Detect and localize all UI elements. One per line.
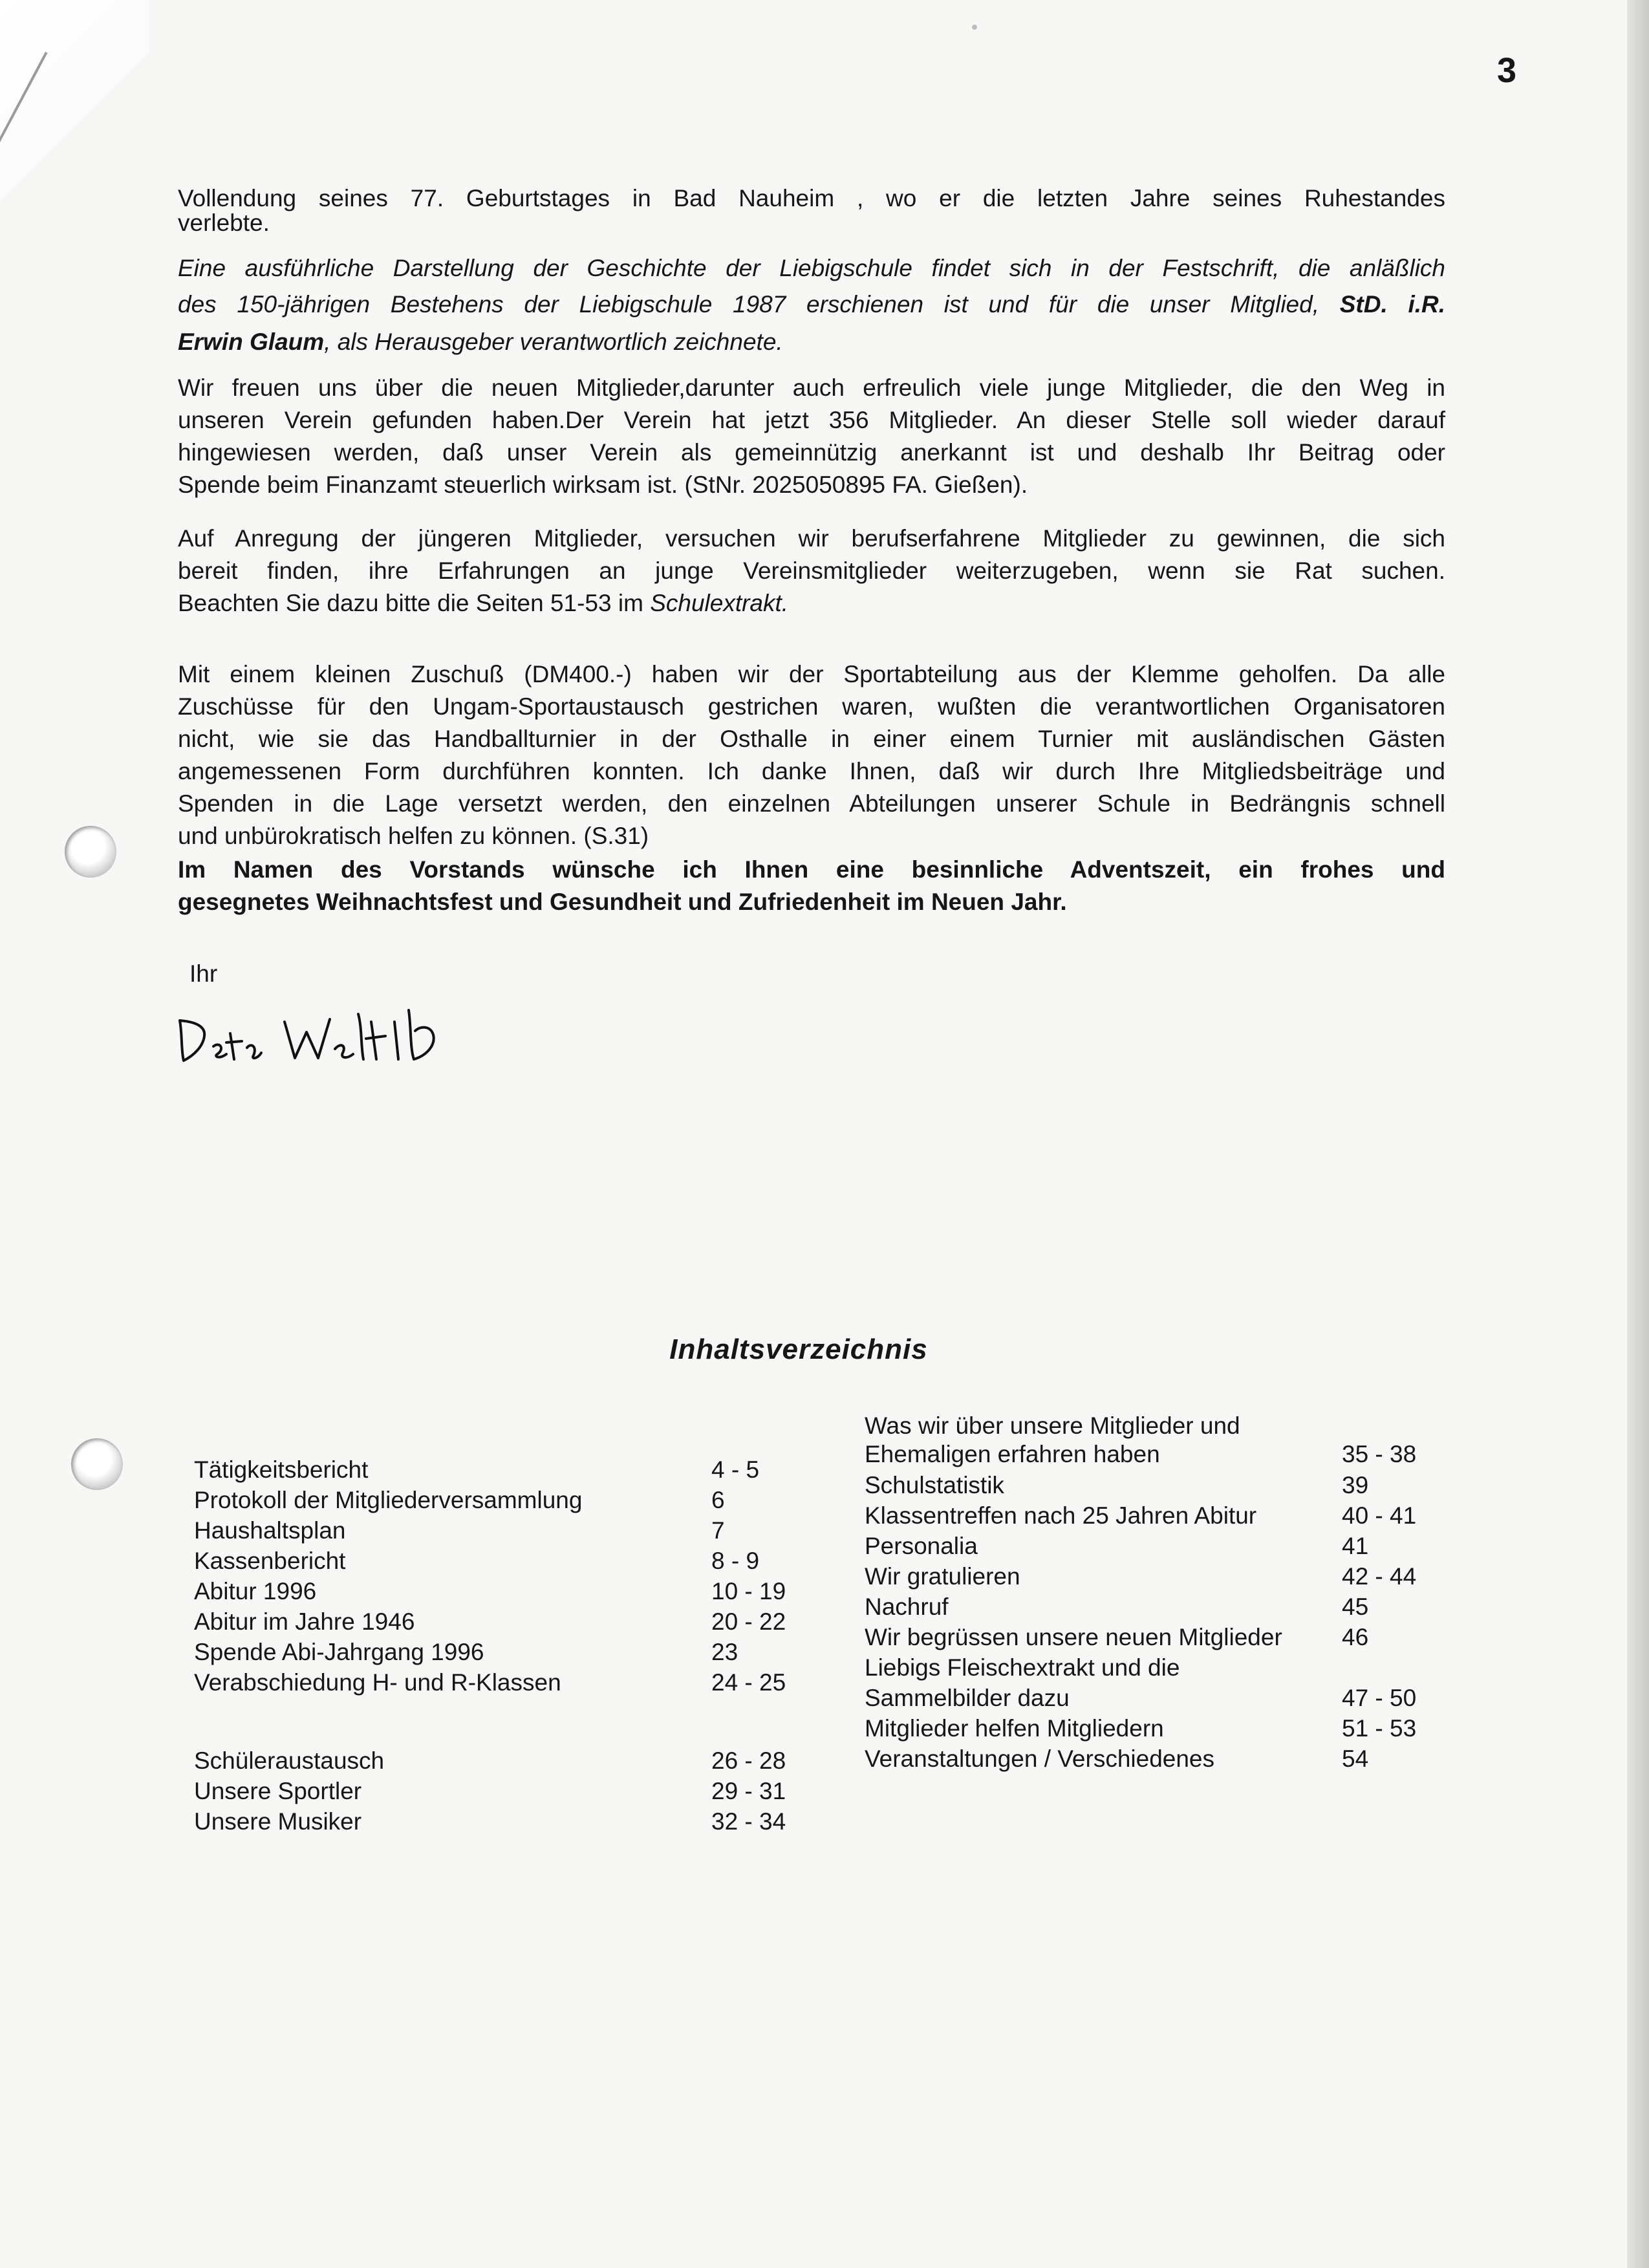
toc-entry-label: Mitglieder helfen Mitgliedern [865,1715,1164,1742]
text-line: Auf Anregung der jüngeren Mitglieder, versuchen wir berufserfahrene Mitglieder zu gewinnen, die sich [178,525,1445,552]
text-line: Wir freuen uns über die neuen Mitglieder,darunter auch erfreulich viele junge Mitglieder, die den Weg in [178,374,1445,401]
text-line: Zuschüsse für den Ungam-Sportaustausch gestrichen waren, wußten die verantwortlichen Organisatoren [178,693,1445,720]
toc-entry-pages: 26 - 28 [711,1747,786,1774]
toc-entry-pages: 42 - 44 [1342,1563,1417,1590]
text-line: verlebte. [178,210,270,236]
text-line: und unbürokratisch helfen zu können. (S.31) [178,823,649,849]
toc-entry-label: Abitur 1996 [194,1578,317,1604]
page-number: 3 [1497,51,1517,90]
toc-entry-label: Kassenbericht [194,1548,346,1574]
folded-corner [0,0,149,213]
toc-entry-label: Sammelbilder dazu [865,1685,1070,1711]
toc-entry-pages: 40 - 41 [1342,1502,1417,1529]
bold-title: StD. i.R. [1339,291,1446,318]
toc-entry-label: Spende Abi-Jahrgang 1996 [194,1639,484,1665]
toc-entry-label: Haushaltsplan [194,1517,346,1544]
toc-entry-pages: 54 [1342,1745,1369,1772]
handwritten-signature [175,996,472,1067]
text-segment: als Herausgeber verantwortlich zeichnete. [337,329,783,355]
paragraph-experienced-members [178,523,1445,620]
toc-entry-label: Schulstatistik [865,1472,1004,1498]
toc-entry-label: Nachruf [865,1593,949,1620]
text-segment: des 150-jährigen Bestehens der Liebigschule 1987 erschienen ist und für die unser Mitglied, [178,291,1319,318]
paragraph-holiday-greeting [178,854,1445,918]
scan-speck [972,25,977,30]
toc-title [0,1334,1649,1366]
toc-entry-label: Wir gratulieren [865,1563,1020,1590]
toc-entry-pages: 46 [1342,1624,1369,1650]
text-line-composite: Erwin Glaum, als Herausgeber verantwortlich zeichnete. [178,329,783,355]
paragraph-festschrift [178,252,1445,358]
toc-entry-label: Abitur im Jahre 1946 [194,1608,415,1635]
toc-entry-label: Ehemaligen erfahren haben [865,1441,1160,1467]
toc-entry-label: Was wir über unsere Mitglieder und [865,1412,1240,1439]
paragraph-new-members [178,372,1445,501]
toc-entry-pages: 20 - 22 [711,1608,786,1635]
text-line-composite [178,587,1445,620]
toc-entry-label: Veranstaltungen / Verschiedenes [865,1745,1214,1772]
punch-hole-lower [71,1438,123,1490]
paragraph-retirement [178,182,1445,239]
toc-entry-pages: 4 - 5 [711,1456,760,1483]
toc-entry-pages: 51 - 53 [1342,1715,1417,1742]
text-line: hingewiesen werden, daß unser Verein als gemeinnützig anerkannt ist und deshalb Ihr Beitrag oder [178,439,1445,466]
toc-entry-label: Wir begrüssen unsere neuen Mitglieder [865,1624,1282,1650]
closing-word: Ihr [189,960,218,987]
text-line: Mit einem kleinen Zuschuß (DM400.-) haben wir der Sportabteilung aus der Klemme geholfen. Da alle [178,661,1445,687]
text-line: Spenden in die Lage versetzt werden, den einzelnen Abteilungen unserer Schule in Bedrängnis schnell [178,790,1445,817]
toc-entry-pages: 41 [1342,1533,1369,1559]
text-line: unseren Verein gefunden haben.Der Verein hat jetzt 356 Mitglieder. An dieser Stelle soll wieder darauf [178,407,1445,433]
text-line-composite [178,288,1445,321]
toc-entry-pages: 6 [711,1487,725,1513]
toc-entry-label: Schüleraustausch [194,1747,385,1774]
toc-entry-pages: 45 [1342,1593,1369,1620]
toc-entry-pages: 7 [711,1517,725,1544]
text-line: nicht, wie sie das Handballturnier in der Osthalle in einer einem Turnier mit ausländischen Gästen [178,726,1445,752]
toc-entry-label: Tätigkeitsbericht [194,1456,369,1483]
toc-entry-label: Unsere Sportler [194,1778,362,1804]
text-line: Eine ausführliche Darstellung der Geschichte der Liebigschule findet sich in der Festschrift, die anläßlich [178,255,1445,281]
toc-entry-pages: 10 - 19 [711,1578,786,1604]
toc-entry-pages: 8 - 9 [711,1548,760,1574]
punch-hole-upper [65,826,116,878]
toc-entry-pages: 39 [1342,1472,1369,1498]
toc-entry-pages: 47 - 50 [1342,1685,1417,1711]
toc-entry-label: Klassentreffen nach 25 Jahren Abitur [865,1502,1257,1529]
page-edge [1627,0,1649,2268]
toc-title-text: Inhaltsverzeichnis [669,1334,928,1365]
toc-entry-label: Liebigs Fleischextrakt und die [865,1654,1180,1681]
toc-entry-label: Unsere Musiker [194,1808,362,1835]
toc-entry-pages: 24 - 25 [711,1669,786,1696]
toc-entry-pages: 23 [711,1639,738,1665]
toc-entry-pages: 32 - 34 [711,1808,786,1835]
text-line: gesegnetes Weihnachtsfest und Gesundheit und Zufriedenheit im Neuen Jahr. [178,889,1067,915]
text-segment: Beachten Sie dazu bitte die Seiten 51-53 im [178,590,643,616]
italic-reference: Schulextrakt. [650,590,789,616]
text-line: bereit finden, ihre Erfahrungen an junge Vereinsmitglieder weiterzugeben, wenn sie Rat suchen. [178,557,1445,584]
text-line: Spende beim Finanzamt steuerlich wirksam ist. (StNr. 2025050895 FA. Gießen). [178,471,1028,498]
toc-entry-pages: 29 - 31 [711,1778,786,1804]
text-line: Im Namen des Vorstands wünsche ich Ihnen eine besinnliche Adventszeit, ein frohes und [178,856,1445,883]
paragraph-sports-grant [178,658,1445,852]
toc-entry-label: Verabschiedung H- und R-Klassen [194,1669,561,1696]
toc-entry-pages: 35 - 38 [1342,1441,1417,1467]
toc-entry-label: Personalia [865,1533,978,1559]
text-line: angemessenen Form durchführen konnten. Ich danke Ihnen, daß wir durch Ihre Mitgliedsbeiträge und [178,758,1445,784]
bold-name: Erwin Glaum [178,329,325,355]
toc-entry-label: Protokoll der Mitgliederversammlung [194,1487,583,1513]
text-line: Vollendung seines 77. Geburtstages in Bad Nauheim , wo er die letzten Jahre seines Ruhestandes [178,185,1445,211]
